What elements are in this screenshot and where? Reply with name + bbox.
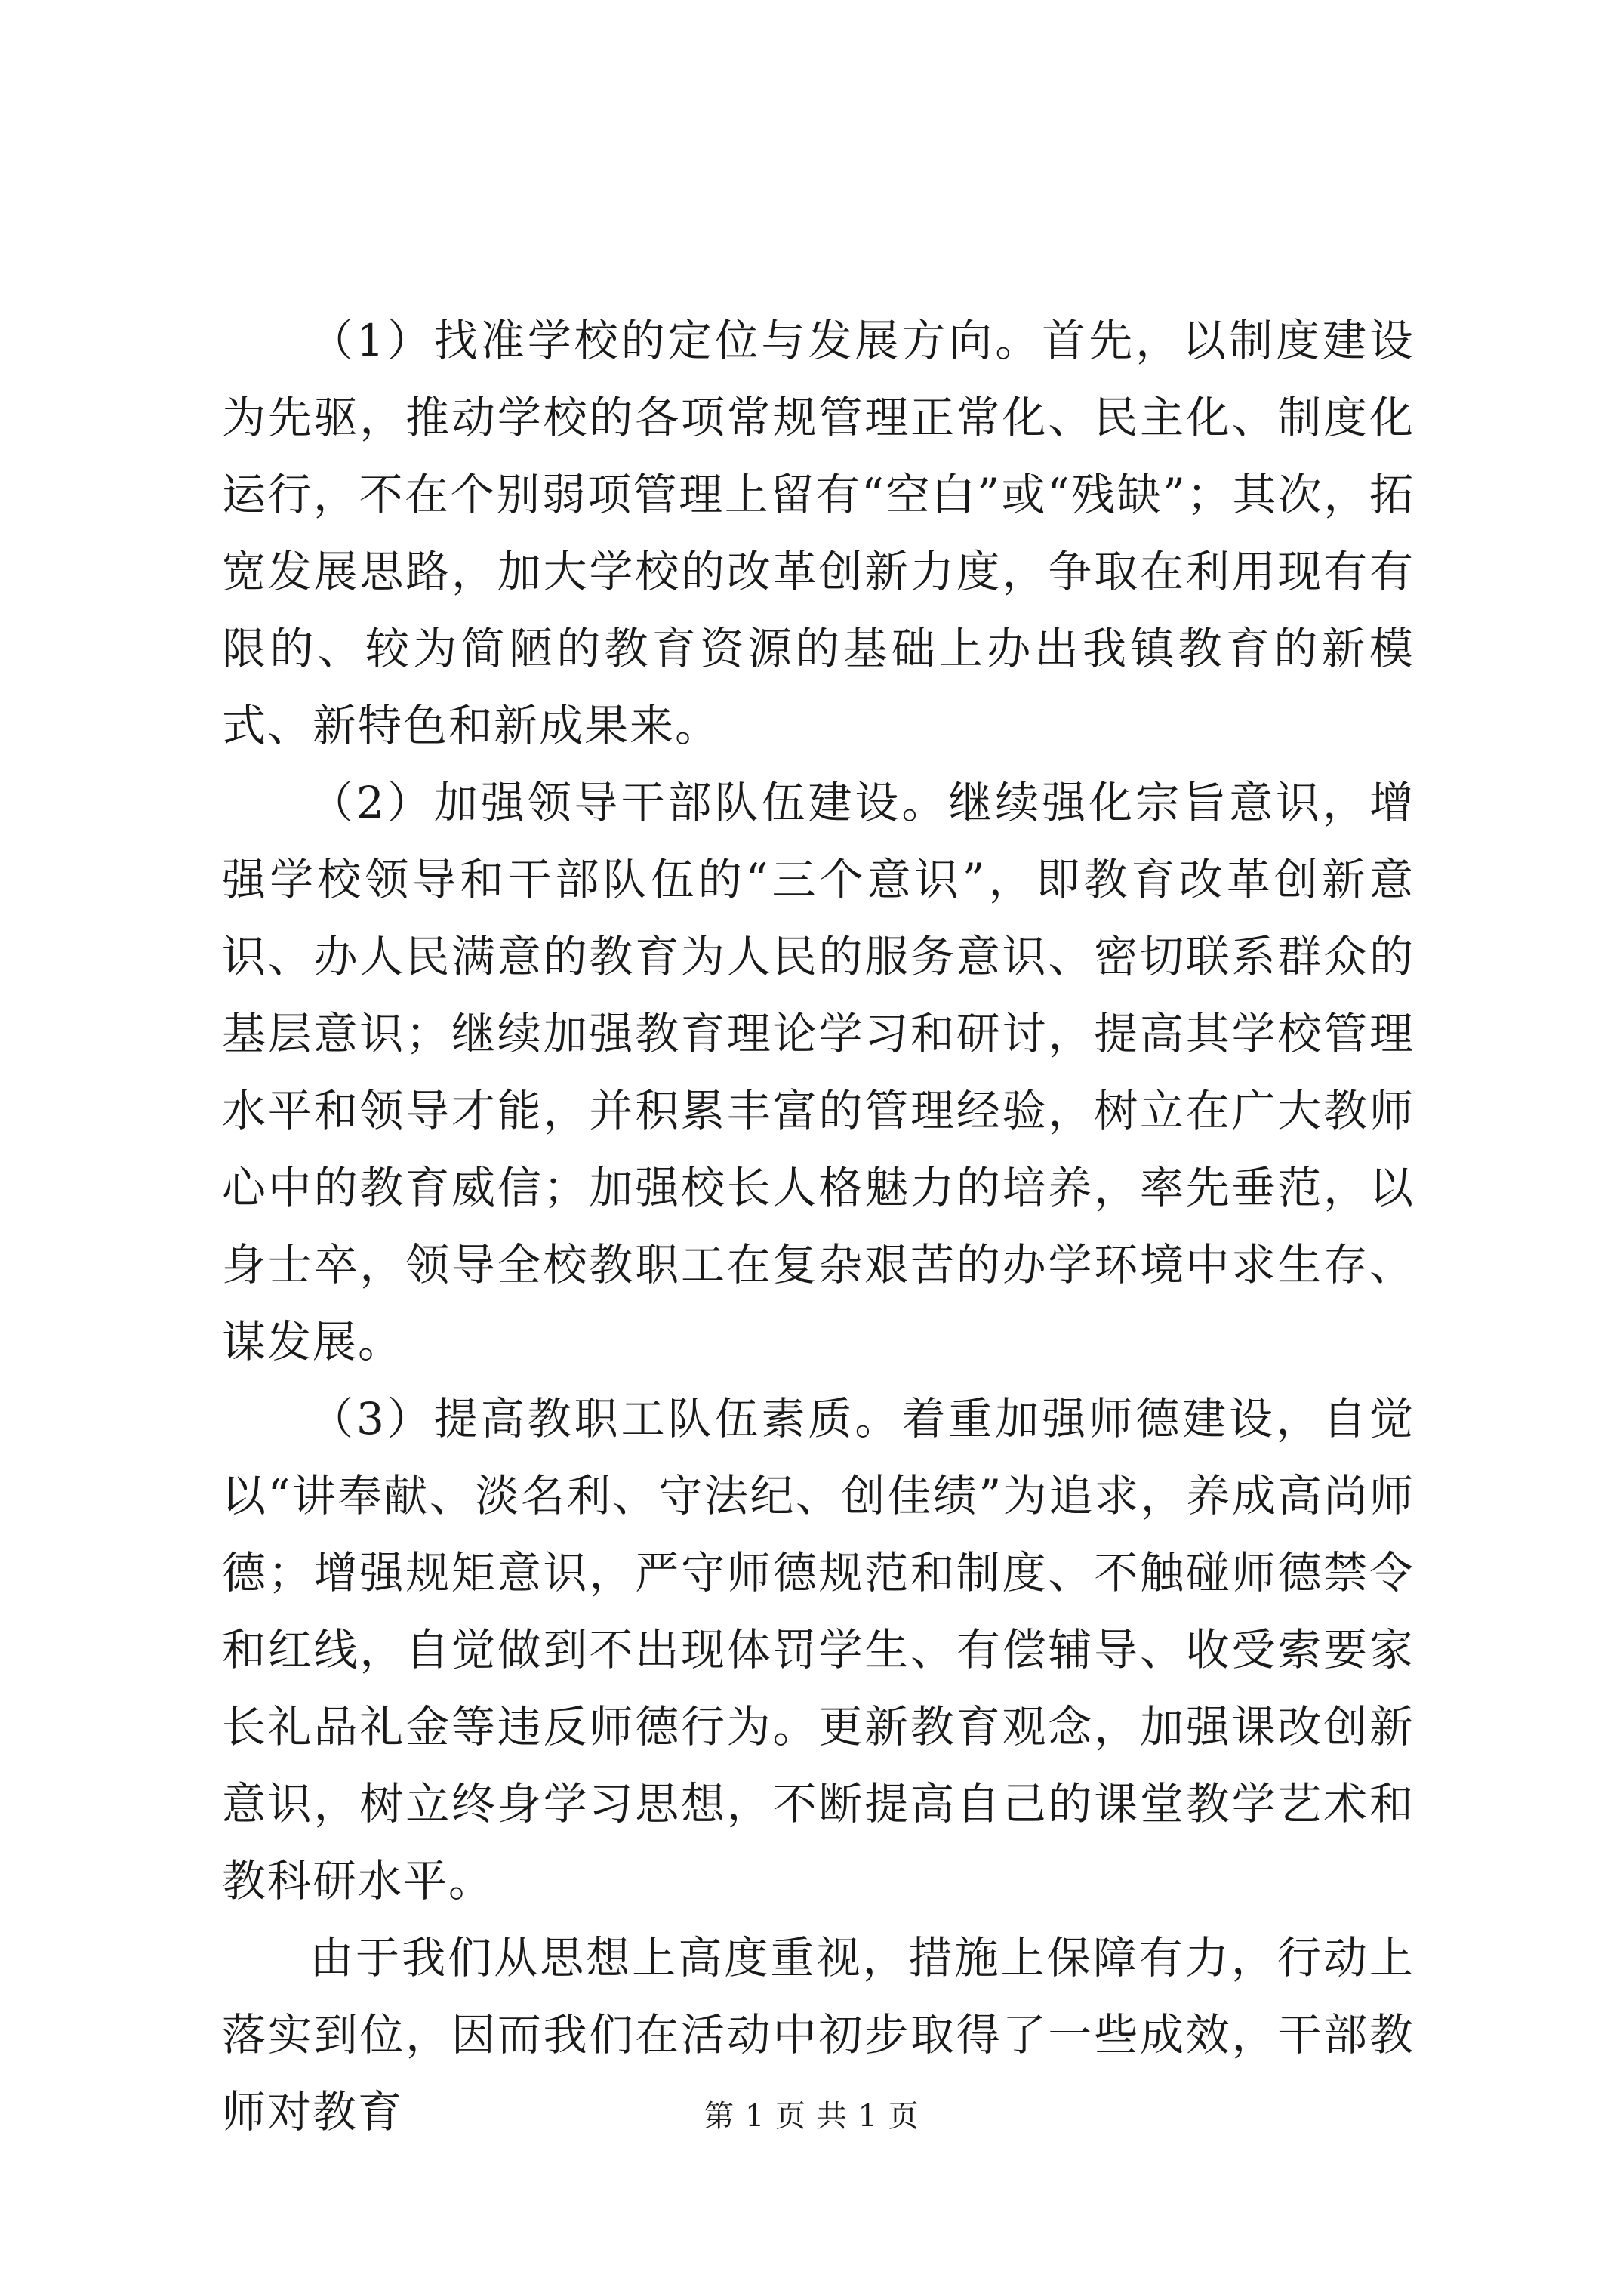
paragraph-staff-quality: （3）提高教职工队伍素质。着重加强师德建设，自觉以“讲奉献、淡名利、守法纪、创佳绩”为追求，养成高尚师德；增强规矩意识，严守师德规范和制度、不触碰师德禁令和红线，自觉做到不出现体罚学生、有偿辅导、收受索要家长礼品礼金等违反师德行为。更新教育观念，加强课改创新意识，树立终身学习思想，不断提高自己的课堂教学艺术和教科研水平。 [222, 1393, 1415, 1906]
page-footer: 第 1 页 共 1 页 [704, 2099, 919, 2134]
paragraph-results: 由于我们从思想上高度重视，措施上保障有力，行动上落实到位，因而我们在活动中初步取得了一些成效，干部教师对教育 [222, 1932, 1415, 2137]
paragraph-positioning: （1）找准学校的定位与发展方向。首先，以制度建设为先驱，推动学校的各项常规管理正常化、民主化、制度化运行，不在个别弱项管理上留有“空白”或“残缺”；其次，拓宽发展思路，加大学校的改革创新力度，争取在利用现有有限的、较为简陋的教育资源的基础上办出我镇教育的新模式、新特色和新成果来。 [222, 315, 1415, 751]
document-body [222, 302, 1415, 2150]
paragraph-leadership: （2）加强领导干部队伍建设。继续强化宗旨意识，增强学校领导和干部队伍的“三个意识”，即教育改革创新意识、办人民满意的教育为人民的服务意识、密切联系群众的基层意识；继续加强教育理论学习和研讨，提高其学校管理水平和领导才能，并积累丰富的管理经验，树立在广大教师心中的教育威信；加强校长人格魅力的培养，率先垂范，以身士卒，领导全校教职工在复杂艰苦的办学环境中求生存、谋发展。 [222, 777, 1415, 1367]
